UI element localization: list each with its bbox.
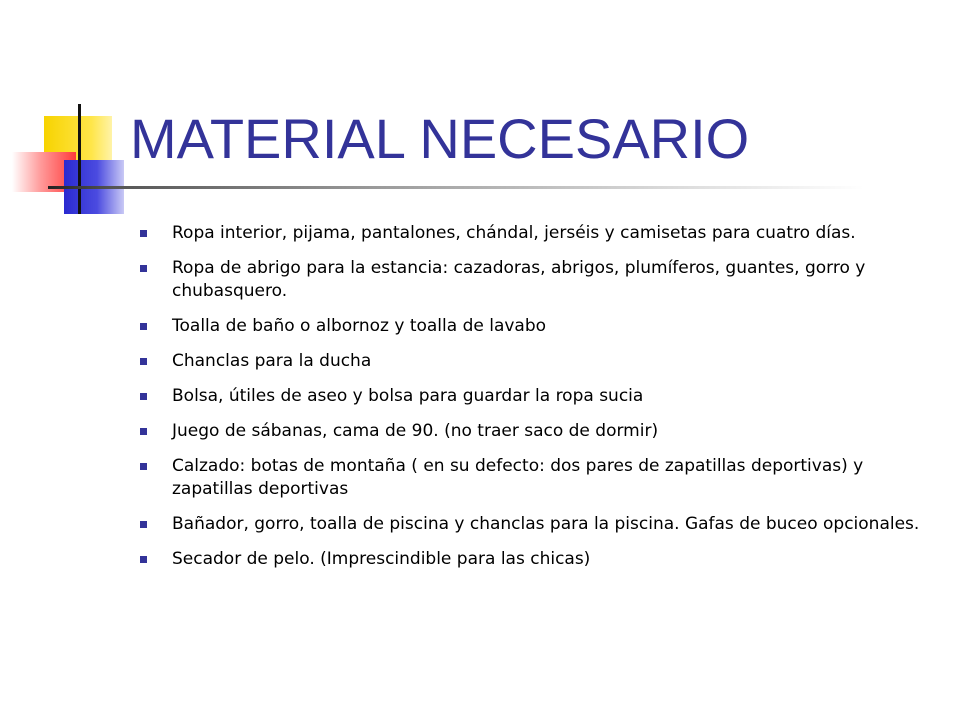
square-bullet-icon [140,393,147,400]
bullet-item [136,548,936,571]
square-bullet-icon [140,358,147,365]
bullet-text: Toalla de baño o albornoz y toalla de lavabo [172,316,547,336]
bullet-item [136,350,936,373]
bullet-item [136,257,936,303]
bullet-text: Calzado: botas de montaña ( en su defecto: dos pares de zapatillas deportivas) y zapatillas deportivas [172,456,864,499]
bullet-item [136,315,936,338]
square-bullet-icon [140,428,147,435]
square-bullet-icon [140,556,147,563]
bullet-item [136,513,936,536]
bullet-text: Bañador, gorro, toalla de piscina y chanclas para la piscina. Gafas de buceo opcionales. [172,514,920,534]
bullet-text: Chanclas para la ducha [172,351,372,371]
square-bullet-icon [140,323,147,330]
bullet-text: Ropa interior, pijama, pantalones, chándal, jerséis y camisetas para cuatro días. [172,223,856,243]
decor-vertical-line [78,104,81,214]
bullet-text: Ropa de abrigo para la estancia: cazadoras, abrigos, plumíferos, guantes, gorro y chubasquero. [172,258,866,301]
bullet-item [136,420,936,443]
slide-title: MATERIAL NECESARIO [130,107,750,170]
bullet-text: Juego de sábanas, cama de 90. (no traer saco de dormir) [172,421,659,441]
bullet-item [136,385,936,408]
square-bullet-icon [140,265,147,272]
square-bullet-icon [140,521,147,528]
bullet-item [136,222,936,245]
bullet-list [136,222,936,583]
bullet-text: Bolsa, útiles de aseo y bolsa para guardar la ropa sucia [172,386,644,406]
bullet-item [136,455,936,501]
square-bullet-icon [140,463,147,470]
square-bullet-icon [140,230,147,237]
bullet-text: Secador de pelo. (Imprescindible para las chicas) [172,549,591,569]
title-underline [48,186,864,189]
